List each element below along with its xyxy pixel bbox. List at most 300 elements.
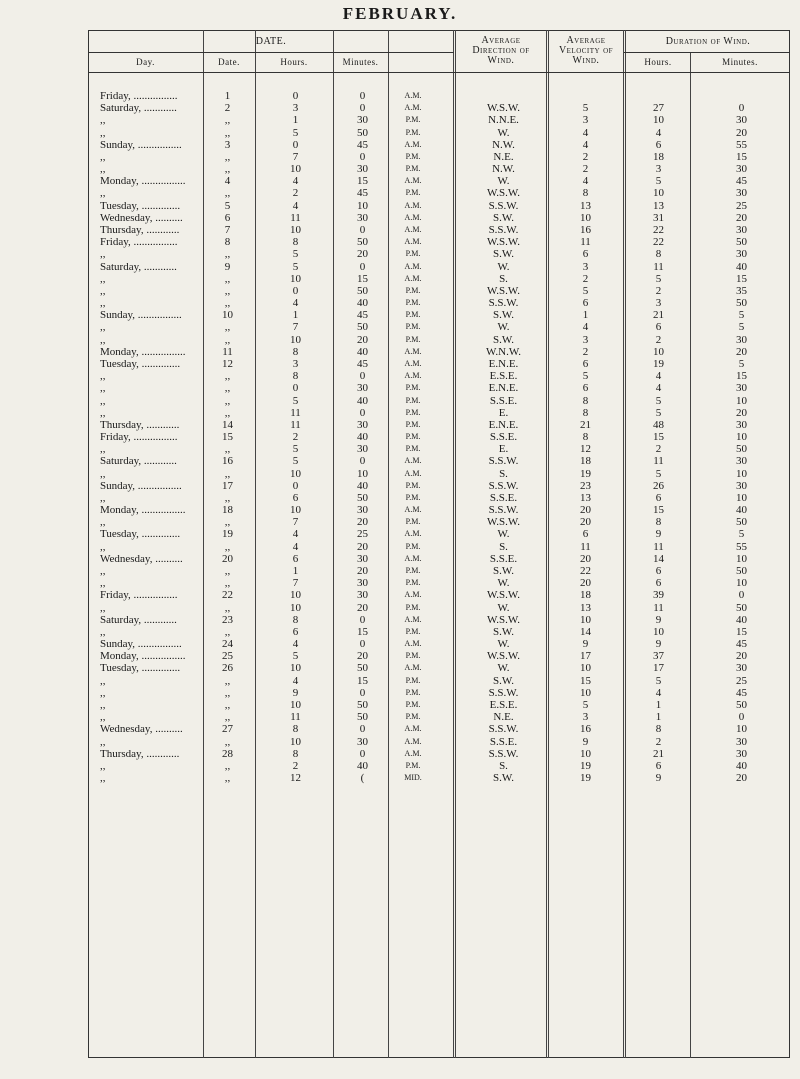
- minutes-cell: 30: [357, 504, 368, 517]
- velocity-cell: 6: [582, 357, 589, 370]
- minutes-cell: 50: [357, 126, 368, 139]
- date-cell: ,,: [224, 540, 231, 553]
- velocity-cell: 18: [580, 455, 591, 468]
- minutes-cell: 50: [357, 699, 368, 711]
- ampm-cell: A.M.: [404, 505, 422, 515]
- date-cell: 14: [222, 418, 233, 431]
- duration-minutes-cell: 10: [736, 467, 747, 480]
- duration-minutes-cell: 30: [736, 455, 747, 468]
- table-row: [0, 309, 800, 321]
- hours-cell: 7: [292, 516, 299, 529]
- day-cell: Sunday, ................: [100, 309, 182, 322]
- duration-minutes-cell: 50: [736, 443, 747, 456]
- duration-minutes-cell: 40: [736, 759, 747, 772]
- duration-minutes-cell: 20: [736, 406, 747, 419]
- direction-cell: W.S.W.: [486, 613, 521, 626]
- minutes-cell: 50: [357, 711, 368, 724]
- duration-hours-cell: 8: [655, 248, 662, 261]
- velocity-cell: 15: [580, 674, 591, 687]
- duration-minutes-cell: 5: [738, 528, 745, 541]
- table-row: [0, 151, 800, 163]
- duration-hours-cell: 15: [653, 431, 664, 444]
- direction-cell: W.: [497, 321, 510, 334]
- velocity-cell: 22: [580, 565, 591, 578]
- hours-cell: 0: [292, 284, 299, 297]
- table-row: [0, 528, 800, 540]
- ampm-cell: P.M.: [405, 492, 421, 502]
- duration-hours-cell: 1: [655, 711, 662, 724]
- velocity-cell: 18: [580, 589, 591, 602]
- duration-minutes-cell: 15: [736, 625, 747, 638]
- direction-cell: N.E.: [493, 150, 514, 163]
- day-cell: ,,: [100, 674, 106, 687]
- velocity-cell: 11: [580, 540, 591, 553]
- hours-cell: 10: [290, 333, 301, 346]
- day-cell: Wednesday, ..........: [100, 552, 183, 565]
- ampm-cell: P.M.: [405, 432, 421, 442]
- direction-cell: W.: [497, 260, 510, 273]
- day-cell: ,,: [100, 491, 106, 504]
- day-cell: Sunday, ................: [100, 479, 182, 492]
- header-day: Day.: [136, 57, 155, 67]
- day-cell: ,,: [100, 577, 106, 590]
- day-cell: ,,: [100, 382, 106, 395]
- ampm-cell: A.M.: [404, 176, 422, 186]
- duration-hours-cell: 3: [655, 163, 662, 176]
- duration-minutes-cell: 30: [736, 418, 747, 431]
- date-cell: ,,: [224, 297, 231, 310]
- date-cell: 4: [224, 175, 231, 188]
- velocity-cell: 4: [582, 138, 589, 151]
- day-cell: Friday, ................: [100, 589, 178, 602]
- date-cell: 9: [224, 260, 231, 273]
- header-date: Date.: [218, 57, 240, 67]
- ampm-cell: P.M.: [405, 675, 421, 685]
- date-cell: ,,: [224, 699, 231, 711]
- duration-hours-cell: 4: [655, 370, 662, 383]
- table-row: [0, 163, 800, 175]
- velocity-cell: 20: [580, 552, 591, 565]
- day-cell: ,,: [100, 759, 106, 772]
- ampm-cell: A.M.: [404, 91, 422, 100]
- table-row: [0, 334, 800, 346]
- date-cell: ,,: [224, 735, 231, 748]
- date-cell: ,,: [224, 625, 231, 638]
- direction-cell: S.S.W.: [488, 223, 519, 236]
- direction-cell: W.S.W.: [486, 284, 521, 297]
- table-row: [0, 662, 800, 674]
- day-cell: ,,: [100, 394, 106, 407]
- ampm-cell: P.M.: [405, 517, 421, 527]
- hours-cell: 8: [292, 747, 299, 760]
- duration-hours-cell: 6: [655, 565, 662, 578]
- day-cell: Tuesday, ..............: [100, 662, 181, 675]
- day-cell: Thursday, ............: [100, 418, 180, 431]
- date-cell: ,,: [224, 711, 231, 724]
- day-cell: Thursday, ............: [100, 223, 180, 236]
- date-cell: 15: [222, 431, 233, 444]
- minutes-cell: 30: [357, 589, 368, 602]
- minutes-cell: 30: [357, 382, 368, 395]
- direction-cell: S.S.W.: [488, 455, 519, 468]
- hours-cell: 11: [290, 711, 301, 724]
- table-row: [0, 565, 800, 577]
- minutes-cell: 40: [357, 394, 368, 407]
- minutes-cell: 15: [357, 674, 368, 687]
- hours-cell: 8: [292, 723, 299, 736]
- duration-minutes-cell: 20: [736, 345, 747, 358]
- table-row: [0, 236, 800, 248]
- duration-minutes-cell: 10: [736, 394, 747, 407]
- minutes-cell: 0: [359, 150, 366, 163]
- table-row: [0, 273, 800, 285]
- ampm-cell: A.M.: [404, 529, 422, 539]
- velocity-cell: 2: [582, 345, 589, 358]
- ampm-cell: P.M.: [405, 480, 421, 490]
- direction-cell: S.W.: [493, 674, 514, 687]
- duration-minutes-cell: 30: [736, 248, 747, 261]
- duration-minutes-cell: 40: [736, 504, 747, 517]
- date-cell: ,,: [224, 248, 231, 261]
- minutes-cell: 0: [359, 455, 366, 468]
- minutes-cell: 20: [357, 540, 368, 553]
- duration-hours-cell: 10: [653, 345, 664, 358]
- table-row: [0, 723, 800, 735]
- table-row: [0, 772, 800, 784]
- duration-hours-cell: 5: [655, 406, 662, 419]
- duration-minutes-cell: 10: [736, 723, 747, 736]
- minutes-cell: 40: [357, 297, 368, 310]
- velocity-cell: 5: [582, 102, 589, 115]
- minutes-cell: 20: [357, 601, 368, 614]
- minutes-cell: 45: [357, 138, 368, 151]
- hours-cell: 10: [290, 662, 301, 675]
- hours-cell: 12: [290, 772, 301, 785]
- duration-minutes-cell: 30: [736, 187, 747, 200]
- minutes-cell: 0: [359, 406, 366, 419]
- minutes-cell: 45: [357, 187, 368, 200]
- minutes-cell: 50: [357, 491, 368, 504]
- hours-cell: 10: [290, 699, 301, 711]
- direction-cell: S.: [499, 467, 508, 480]
- table-row: [0, 358, 800, 370]
- table-row: [0, 577, 800, 589]
- velocity-cell: 21: [580, 418, 591, 431]
- day-cell: ,,: [100, 772, 106, 785]
- duration-minutes-cell: 5: [738, 309, 745, 322]
- hours-cell: 10: [290, 223, 301, 236]
- hours-cell: 7: [292, 321, 299, 334]
- velocity-cell: 10: [580, 211, 591, 224]
- rule-date-subheader: [88, 52, 454, 53]
- velocity-cell: 10: [580, 686, 591, 699]
- date-cell: 27: [222, 723, 233, 736]
- minutes-cell: 0: [359, 260, 366, 273]
- date-cell: 26: [222, 662, 233, 675]
- date-cell: 10: [222, 309, 233, 322]
- hours-cell: 10: [290, 735, 301, 748]
- ampm-cell: P.M.: [405, 115, 421, 125]
- velocity-cell: 10: [580, 613, 591, 626]
- hours-cell: 1: [292, 309, 299, 322]
- rule-header-bottom: [88, 72, 790, 73]
- ampm-cell: P.M.: [405, 322, 421, 332]
- minutes-cell: 15: [357, 272, 368, 285]
- direction-cell: S.S.W.: [488, 479, 519, 492]
- duration-minutes-cell: 15: [736, 150, 747, 163]
- date-cell: ,,: [224, 565, 231, 578]
- minutes-cell: 20: [357, 516, 368, 529]
- table-row: [0, 212, 800, 224]
- duration-minutes-cell: 40: [736, 613, 747, 626]
- hours-cell: 0: [292, 479, 299, 492]
- velocity-cell: 13: [580, 199, 591, 212]
- duration-hours-cell: 21: [653, 747, 664, 760]
- table-row: [0, 200, 800, 212]
- hours-cell: 11: [290, 211, 301, 224]
- date-cell: ,,: [224, 284, 231, 297]
- date-cell: ,,: [224, 467, 231, 480]
- direction-cell: E.N.E.: [488, 418, 519, 431]
- ampm-cell: A.M.: [404, 346, 422, 356]
- duration-hours-cell: 11: [653, 455, 664, 468]
- hours-cell: 11: [290, 406, 301, 419]
- duration-hours-cell: 2: [655, 443, 662, 456]
- minutes-cell: 0: [359, 723, 366, 736]
- ampm-cell: A.M.: [404, 663, 422, 673]
- hours-cell: 5: [292, 443, 299, 456]
- direction-cell: N.W.: [492, 163, 515, 176]
- duration-hours-cell: 26: [653, 479, 664, 492]
- day-cell: ,,: [100, 297, 106, 310]
- duration-minutes-cell: 55: [736, 540, 747, 553]
- header-avg-direction: Average Direction of Wind.: [472, 35, 530, 66]
- day-cell: ,,: [100, 272, 106, 285]
- ampm-cell: P.M.: [405, 444, 421, 454]
- duration-minutes-cell: 30: [736, 333, 747, 346]
- hours-cell: 4: [292, 175, 299, 188]
- direction-cell: S.W.: [493, 772, 514, 785]
- duration-hours-cell: 6: [655, 759, 662, 772]
- ampm-cell: P.M.: [405, 285, 421, 295]
- direction-cell: S.S.W.: [488, 723, 519, 736]
- minutes-cell: 10: [357, 199, 368, 212]
- minutes-cell: 40: [357, 479, 368, 492]
- velocity-cell: 23: [580, 479, 591, 492]
- duration-hours-cell: 22: [653, 236, 664, 249]
- table-row: [0, 638, 800, 650]
- minutes-cell: 40: [357, 431, 368, 444]
- table-row: [0, 175, 800, 187]
- hours-cell: 7: [292, 577, 299, 590]
- duration-minutes-cell: 30: [736, 479, 747, 492]
- velocity-cell: 19: [580, 772, 591, 785]
- day-cell: ,,: [100, 406, 106, 419]
- table-row: [0, 626, 800, 638]
- direction-cell: N.E.: [493, 711, 514, 724]
- velocity-cell: 13: [580, 491, 591, 504]
- table-row: [0, 370, 800, 382]
- ampm-cell: P.M.: [405, 249, 421, 259]
- direction-cell: S.S.E.: [489, 431, 518, 444]
- direction-cell: S.W.: [493, 309, 514, 322]
- duration-minutes-cell: 10: [736, 431, 747, 444]
- duration-hours-cell: 5: [655, 467, 662, 480]
- date-cell: 12: [222, 357, 233, 370]
- date-cell: ,,: [224, 272, 231, 285]
- ampm-cell: P.M.: [405, 541, 421, 551]
- day-cell: Friday, ................: [100, 90, 178, 102]
- date-cell: ,,: [224, 150, 231, 163]
- ampm-cell: A.M.: [404, 358, 422, 368]
- velocity-cell: 3: [582, 333, 589, 346]
- minutes-cell: 30: [357, 443, 368, 456]
- direction-cell: E.S.E.: [489, 699, 518, 711]
- duration-hours-cell: 6: [655, 321, 662, 334]
- duration-minutes-cell: 30: [736, 114, 747, 127]
- ampm-cell: P.M.: [405, 626, 421, 636]
- direction-cell: S.S.W.: [488, 297, 519, 310]
- minutes-cell: 50: [357, 321, 368, 334]
- duration-minutes-cell: 50: [736, 601, 747, 614]
- hours-cell: 2: [292, 431, 299, 444]
- minutes-cell: 30: [357, 577, 368, 590]
- velocity-cell: 10: [580, 747, 591, 760]
- ampm-cell: P.M.: [405, 578, 421, 588]
- date-cell: 18: [222, 504, 233, 517]
- page-title: FEBRUARY.: [342, 4, 458, 23]
- direction-cell: W.S.W.: [486, 236, 521, 249]
- header-hours: Hours.: [280, 57, 308, 67]
- duration-hours-cell: 11: [653, 260, 664, 273]
- hours-cell: 6: [292, 491, 299, 504]
- ampm-cell: P.M.: [405, 419, 421, 429]
- date-cell: ,,: [224, 759, 231, 772]
- minutes-cell: 40: [357, 759, 368, 772]
- date-cell: 11: [222, 345, 233, 358]
- direction-cell: E.N.E.: [488, 357, 519, 370]
- direction-cell: W.: [497, 638, 510, 651]
- duration-hours-cell: 2: [655, 284, 662, 297]
- ampm-cell: A.M.: [404, 736, 422, 746]
- hours-cell: 10: [290, 601, 301, 614]
- day-cell: ,,: [100, 333, 106, 346]
- duration-minutes-cell: 30: [736, 382, 747, 395]
- table-row: [0, 736, 800, 748]
- direction-cell: W.: [497, 601, 510, 614]
- velocity-cell: 6: [582, 248, 589, 261]
- duration-hours-cell: 11: [653, 601, 664, 614]
- direction-cell: E.N.E.: [488, 382, 519, 395]
- hours-cell: 8: [292, 370, 299, 383]
- direction-cell: E.S.E.: [489, 370, 518, 383]
- table-row: [0, 699, 800, 711]
- ampm-cell: A.M.: [404, 639, 422, 649]
- table-row: [0, 589, 800, 601]
- table-row: [0, 395, 800, 407]
- day-cell: Sunday, ................: [100, 638, 182, 651]
- date-cell: 2: [224, 102, 231, 115]
- hours-cell: 5: [292, 126, 299, 139]
- duration-hours-cell: 14: [653, 552, 664, 565]
- minutes-cell: 0: [359, 686, 366, 699]
- duration-minutes-cell: 0: [738, 711, 745, 724]
- table-row: [0, 297, 800, 309]
- velocity-cell: 5: [582, 284, 589, 297]
- velocity-cell: 4: [582, 321, 589, 334]
- day-cell: Saturday, ............: [100, 260, 177, 273]
- day-cell: ,,: [100, 248, 106, 261]
- day-cell: ,,: [100, 601, 106, 614]
- table-row: [0, 760, 800, 772]
- duration-hours-cell: 10: [653, 187, 664, 200]
- duration-minutes-cell: 50: [736, 236, 747, 249]
- date-cell: ,,: [224, 443, 231, 456]
- direction-cell: S.: [499, 272, 508, 285]
- velocity-cell: 3: [582, 711, 589, 724]
- date-cell: 1: [224, 90, 231, 102]
- direction-cell: S.W.: [493, 565, 514, 578]
- day-cell: ,,: [100, 467, 106, 480]
- duration-hours-cell: 21: [653, 309, 664, 322]
- date-cell: ,,: [224, 163, 231, 176]
- velocity-cell: 19: [580, 467, 591, 480]
- duration-hours-cell: 48: [653, 418, 664, 431]
- table-row: [0, 675, 800, 687]
- ampm-cell: A.M.: [404, 371, 422, 381]
- duration-minutes-cell: 10: [736, 491, 747, 504]
- table-row: [0, 90, 800, 102]
- date-cell: ,,: [224, 321, 231, 334]
- direction-cell: W.: [497, 126, 510, 139]
- velocity-cell: 8: [582, 406, 589, 419]
- hours-cell: 7: [292, 150, 299, 163]
- duration-minutes-cell: 30: [736, 662, 747, 675]
- duration-hours-cell: 9: [655, 613, 662, 626]
- ampm-cell: A.M.: [404, 200, 422, 210]
- table-row: [0, 285, 800, 297]
- date-cell: ,,: [224, 394, 231, 407]
- ampm-cell: P.M.: [405, 712, 421, 722]
- minutes-cell: 0: [359, 90, 366, 102]
- duration-hours-cell: 15: [653, 504, 664, 517]
- duration-hours-cell: 9: [655, 638, 662, 651]
- day-cell: Monday, ................: [100, 175, 186, 188]
- duration-hours-cell: 13: [653, 199, 664, 212]
- table-row: [0, 711, 800, 723]
- minutes-cell: 20: [357, 248, 368, 261]
- ampm-cell: A.M.: [404, 724, 422, 734]
- duration-hours-cell: 11: [653, 540, 664, 553]
- ampm-cell: A.M.: [404, 139, 422, 149]
- duration-minutes-cell: 55: [736, 138, 747, 151]
- duration-minutes-cell: 30: [736, 163, 747, 176]
- ampm-cell: A.M.: [404, 748, 422, 758]
- hours-cell: 5: [292, 650, 299, 663]
- velocity-cell: 11: [580, 236, 591, 249]
- velocity-cell: 13: [580, 601, 591, 614]
- hours-cell: 6: [292, 552, 299, 565]
- minutes-cell: 30: [357, 163, 368, 176]
- header-minutes: Minutes.: [342, 57, 379, 67]
- direction-cell: S.W.: [493, 625, 514, 638]
- velocity-cell: 9: [582, 638, 589, 651]
- duration-hours-cell: 4: [655, 126, 662, 139]
- hours-cell: 10: [290, 504, 301, 517]
- table-row: [0, 748, 800, 760]
- day-cell: Monday, ................: [100, 650, 186, 663]
- duration-minutes-cell: 25: [736, 674, 747, 687]
